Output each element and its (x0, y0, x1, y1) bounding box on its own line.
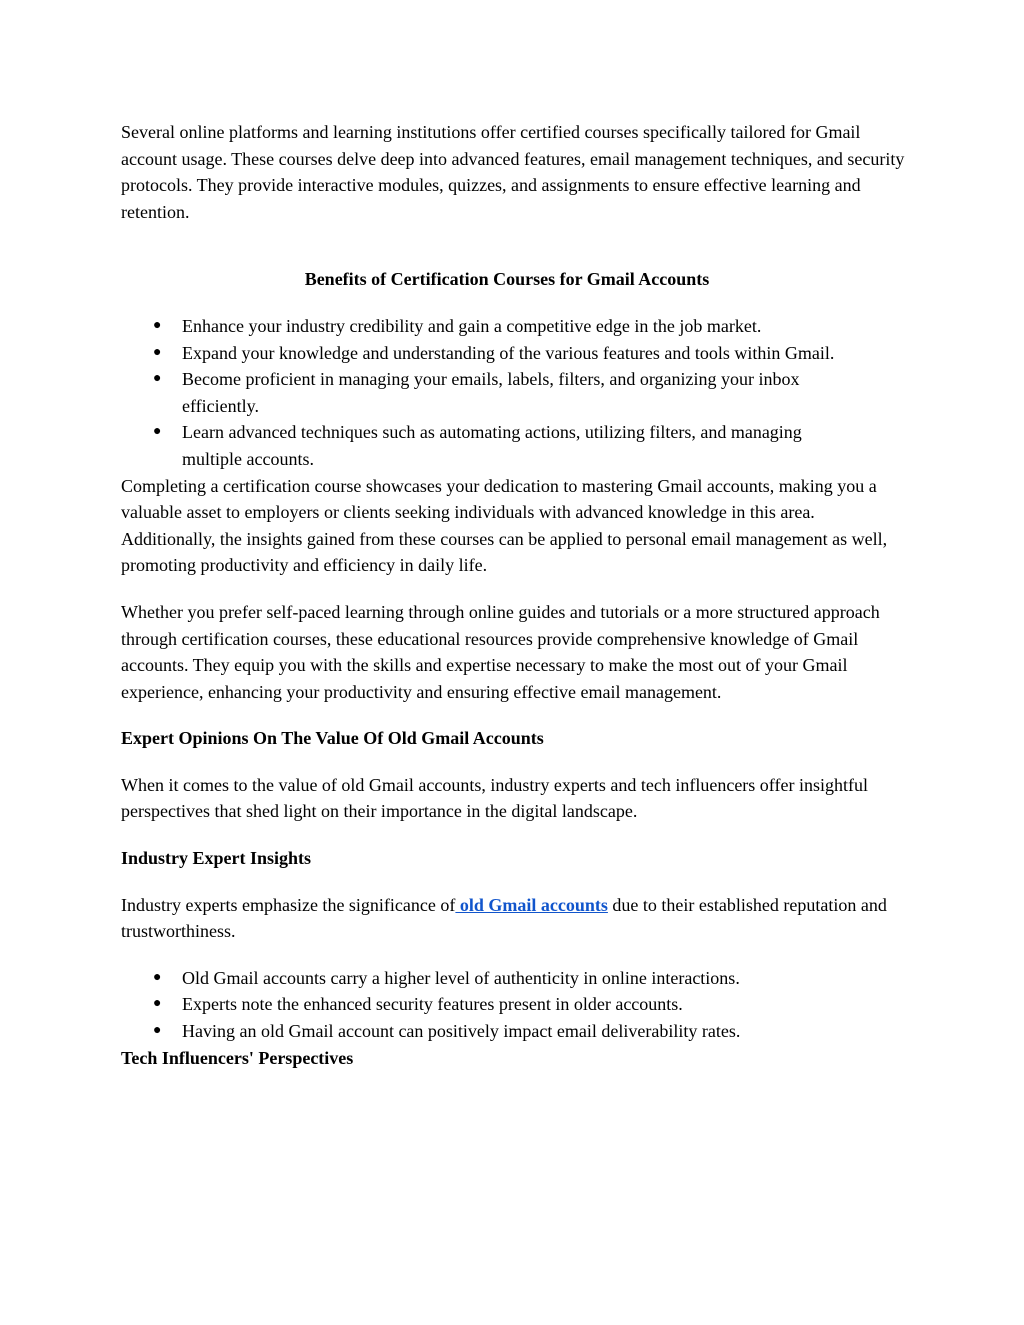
benefits-heading: Benefits of Certification Courses for Gmail Accounts (304, 269, 710, 290)
insights-paragraph (121, 892, 911, 945)
list-item (153, 366, 911, 419)
bullet-icon: ● (153, 424, 162, 440)
tech-influencers-heading: Tech Influencers' Perspectives (121, 1047, 354, 1068)
whether-paragraph: Whether you prefer self-paced learning through online guides and tutorials or a more structured approach through certification courses, these educational resources provide comprehensive knowledge of Gmail accounts. They equip you with the skills and expertise necessary to make the most out of your Gmail experience, enhancing your productivity and ensuring effective email management. (121, 601, 880, 702)
bullet-icon: ● (153, 371, 162, 387)
list-item (153, 965, 911, 992)
list-item-text: Old Gmail accounts carry a higher level of authenticity in online interactions. (182, 967, 740, 988)
list-item (153, 313, 911, 340)
list-item-text: Learn advanced techniques such as automating actions, utilizing filters, and managing multiple accounts. (182, 422, 802, 469)
industry-insights-heading: Industry Expert Insights (121, 848, 312, 869)
insights-text-after: due to their established reputation and trustworthiness. (121, 894, 887, 942)
bullet-icon: ● (153, 996, 162, 1012)
old-gmail-accounts-link[interactable]: old Gmail accounts (455, 894, 608, 915)
list-item (153, 991, 911, 1018)
benefits-list (121, 313, 911, 473)
bullet-icon: ● (153, 969, 162, 985)
list-item-text: Having an old Gmail account can positively impact email deliverability rates. (182, 1021, 741, 1042)
expert-opinions-heading: Expert Opinions On The Value Of Old Gmail Accounts (121, 728, 544, 749)
document-page (121, 119, 911, 1091)
completing-paragraph: Completing a certification course showcases your dedication to mastering Gmail accounts, making you a valuable asset to employers or clients seeking individuals with advanced knowledge in this area. Additionally, the insights gained from these courses can be applied to personal email management as well, promoting productivity and efficiency in daily life. (121, 475, 888, 576)
list-item (153, 419, 911, 472)
bullet-icon: ● (153, 1023, 162, 1039)
bullet-icon: ● (153, 344, 162, 360)
list-item-text: Expand your knowledge and understanding of the various features and tools within Gmail. (182, 342, 835, 363)
insights-text-before: Industry experts emphasize the significance of (121, 894, 456, 915)
when-paragraph: When it comes to the value of old Gmail accounts, industry experts and tech influencers offer insightful perspectives that shed light on their importance in the digital landscape. (121, 774, 868, 822)
list-item-text: Become proficient in managing your emails, labels, filters, and organizing your inbox efficiently. (182, 369, 800, 416)
list-item-text: Enhance your industry credibility and gain a competitive edge in the job market. (182, 315, 762, 336)
bullet-icon: ● (153, 317, 162, 333)
list-item (153, 1018, 911, 1045)
list-item (153, 340, 911, 367)
list-item-text: Experts note the enhanced security features present in older accounts. (182, 994, 683, 1015)
expert-points-list (121, 965, 911, 1045)
intro-paragraph: Several online platforms and learning institutions offer certified courses specifically tailored for Gmail account usage. These courses delve deep into advanced features, email management techniques, and security protocols. They provide interactive modules, quizzes, and assignments to ensure effective learning and retention. (121, 122, 905, 222)
